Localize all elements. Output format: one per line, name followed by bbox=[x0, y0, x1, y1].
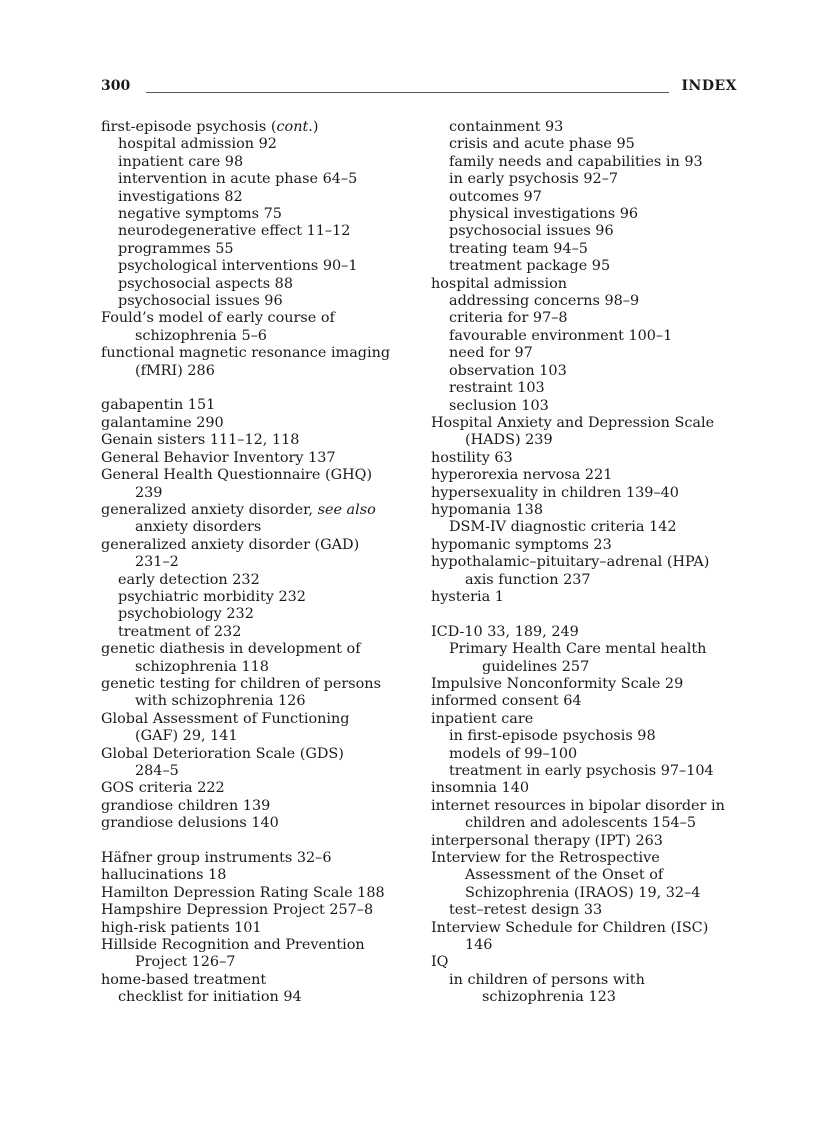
index-entry-text: restraint 103 bbox=[449, 380, 545, 397]
index-subentry bbox=[101, 276, 411, 293]
index-entry-text: psychological interventions 90–1 bbox=[118, 258, 358, 275]
index-entry-continuation bbox=[431, 572, 741, 589]
index-subentry bbox=[101, 606, 411, 623]
index-entry-continuation bbox=[101, 954, 411, 971]
index-entry-text: hostility 63 bbox=[431, 449, 513, 466]
index-entry-continuation bbox=[101, 693, 411, 710]
index-entry-text: crisis and acute phase 95 bbox=[449, 136, 635, 153]
index-entry-text: test–retest design 33 bbox=[449, 902, 603, 919]
index-spacer bbox=[431, 606, 741, 623]
index-subentry bbox=[101, 154, 411, 171]
index-entry-continuation bbox=[101, 763, 411, 780]
index-entry-text: psychiatric morbidity 232 bbox=[118, 588, 306, 605]
index-entry bbox=[101, 415, 411, 432]
index-entry-text: early detection 232 bbox=[118, 571, 260, 588]
index-entry-text: Primary Health Care mental health bbox=[449, 641, 707, 658]
index-entry-text: physical investigations 96 bbox=[449, 206, 639, 223]
index-subentry bbox=[101, 258, 411, 275]
index-entry bbox=[101, 815, 411, 832]
index-entry-text: psychobiology 232 bbox=[118, 606, 254, 623]
index-entry-text: Häfner group instruments 32–6 bbox=[101, 850, 332, 867]
index-subentry bbox=[431, 119, 741, 136]
index-entry-text: children and adolescents 154–5 bbox=[465, 815, 696, 832]
index-entry-text: need for 97 bbox=[449, 345, 533, 362]
index-entry-text: Hillside Recognition and Prevention bbox=[101, 937, 365, 954]
index-entry bbox=[431, 276, 741, 293]
index-entry-text: psychosocial issues 96 bbox=[118, 293, 283, 310]
index-entry-text: insomnia 140 bbox=[431, 780, 530, 797]
index-entry-text: grandiose delusions 140 bbox=[101, 815, 279, 832]
index-entry-text: ICD-10 33, 189, 249 bbox=[431, 623, 579, 640]
index-subentry bbox=[101, 171, 411, 188]
index-entry-text: internet resources in bipolar disorder in bbox=[431, 797, 725, 814]
index-entry-text: 239 bbox=[135, 484, 163, 501]
index-entry-text: home-based treatment bbox=[101, 971, 267, 988]
index-entry-continuation bbox=[431, 432, 741, 449]
index-entry-continuation bbox=[101, 363, 411, 380]
index-subentry bbox=[431, 641, 741, 658]
index-entry bbox=[431, 415, 741, 432]
index-entry-text: favourable environment 100–1 bbox=[449, 327, 673, 344]
section-title: INDEX bbox=[681, 78, 737, 94]
index-entry bbox=[431, 711, 741, 728]
index-subentry bbox=[431, 171, 741, 188]
index-subentry bbox=[431, 258, 741, 275]
index-entry-text: Assessment of the Onset of bbox=[465, 867, 664, 884]
index-subentry bbox=[431, 380, 741, 397]
index-entry-continuation bbox=[431, 867, 741, 884]
index-entry-continuation bbox=[431, 937, 741, 954]
index-entry-text: General Behavior Inventory 137 bbox=[101, 449, 336, 466]
index-entry-text: inpatient care 98 bbox=[118, 153, 244, 170]
index-entry-text: DSM-IV diagnostic criteria 142 bbox=[449, 519, 677, 536]
index-entry-text: 284–5 bbox=[135, 763, 179, 780]
index-subentry bbox=[101, 589, 411, 606]
index-subentry bbox=[431, 241, 741, 258]
index-entry-text: Global Deterioration Scale (GDS) bbox=[101, 745, 344, 762]
index-entry bbox=[101, 310, 411, 327]
index-entry-text: hallucinations 18 bbox=[101, 867, 227, 884]
index-spacer bbox=[101, 380, 411, 397]
index-entry-continuation bbox=[101, 328, 411, 345]
index-entry bbox=[431, 624, 741, 641]
index-entry bbox=[101, 537, 411, 554]
index-subentry bbox=[431, 310, 741, 327]
index-subentry bbox=[431, 328, 741, 345]
index-entry-text: 146 bbox=[465, 937, 493, 954]
index-entry-text: treatment package 95 bbox=[449, 258, 611, 275]
index-entry-text: family needs and capabilities in 93 bbox=[449, 153, 703, 170]
index-entry-text: criteria for 97–8 bbox=[449, 310, 568, 327]
index-entry-text: hysteria 1 bbox=[431, 588, 504, 605]
index-entry-text: first-episode psychosis ( bbox=[101, 119, 277, 135]
index-entry bbox=[431, 920, 741, 937]
index-entry-text: psychosocial issues 96 bbox=[449, 223, 614, 240]
page-header bbox=[101, 78, 737, 98]
page-number: 300 bbox=[101, 78, 131, 94]
index-entry-text: neurodegenerative effect 11–12 bbox=[118, 223, 351, 240]
index-subentry bbox=[431, 293, 741, 310]
index-entry-text: Interview Schedule for Children (ISC) bbox=[431, 919, 709, 936]
index-entry-text: seclusion 103 bbox=[449, 397, 549, 414]
index-subentry bbox=[431, 902, 741, 919]
index-subentry bbox=[431, 746, 741, 763]
index-subentry bbox=[431, 206, 741, 223]
index-entry bbox=[101, 850, 411, 867]
index-entry-text: schizophrenia 118 bbox=[135, 658, 269, 675]
index-subentry bbox=[101, 189, 411, 206]
index-entry-text: Project 126–7 bbox=[135, 954, 236, 971]
index-entry bbox=[101, 676, 411, 693]
index-entry-text: with schizophrenia 126 bbox=[135, 693, 306, 710]
index-entry-continuation bbox=[431, 885, 741, 902]
index-entry bbox=[431, 467, 741, 484]
index-entry bbox=[431, 798, 741, 815]
header-rule bbox=[146, 92, 669, 93]
index-entry-text: IQ bbox=[431, 954, 449, 971]
index-entry-continuation bbox=[101, 485, 411, 502]
index-column-left bbox=[101, 119, 411, 1007]
index-entry bbox=[101, 711, 411, 728]
index-entry-text: hospital admission 92 bbox=[118, 136, 277, 153]
index-entry-text: investigations 82 bbox=[118, 188, 243, 205]
index-subentry bbox=[431, 154, 741, 171]
index-entry-continuation bbox=[431, 659, 741, 676]
index-entry-text: addressing concerns 98–9 bbox=[449, 293, 640, 310]
index-entry-text: observation 103 bbox=[449, 362, 567, 379]
index-subentry bbox=[431, 972, 741, 989]
index-subentry bbox=[431, 189, 741, 206]
index-subentry bbox=[101, 223, 411, 240]
index-entry bbox=[431, 537, 741, 554]
index-entry bbox=[431, 954, 741, 971]
index-entry-italic-text: cont. bbox=[276, 119, 313, 135]
index-entry-text: psychosocial aspects 88 bbox=[118, 275, 293, 292]
index-subentry bbox=[431, 223, 741, 240]
index-entry-continuation bbox=[101, 519, 411, 536]
index-entry-text: Hospital Anxiety and Depression Scale bbox=[431, 414, 715, 431]
index-subentry bbox=[101, 241, 411, 258]
index-entry-text: (fMRI) 286 bbox=[135, 362, 215, 379]
index-subentry bbox=[101, 572, 411, 589]
index-entry-text: inpatient care bbox=[431, 710, 534, 727]
index-entry-text: Genain sisters 111–12, 118 bbox=[101, 432, 300, 449]
index-entry-text: checklist for initiation 94 bbox=[118, 989, 302, 1006]
index-entry-text: genetic diathesis in development of bbox=[101, 641, 361, 658]
index-entry bbox=[101, 467, 411, 484]
index-entry bbox=[101, 450, 411, 467]
index-subentry bbox=[431, 398, 741, 415]
index-entry bbox=[431, 693, 741, 710]
index-subentry bbox=[431, 519, 741, 536]
index-entry-text: in children of persons with bbox=[449, 971, 645, 988]
index-entry-italic-text: see also bbox=[317, 501, 376, 518]
index-entry-text: hypothalamic–pituitary–adrenal (HPA) bbox=[431, 554, 710, 571]
index-subentry bbox=[101, 293, 411, 310]
index-entry-text: models of 99–100 bbox=[449, 745, 578, 762]
index-entry-text: generalized anxiety disorder (GAD) bbox=[101, 536, 360, 553]
index-entry-text: (HADS) 239 bbox=[465, 432, 553, 449]
index-entry-text: hyperorexia nervosa 221 bbox=[431, 467, 613, 484]
index-entry-text: General Health Questionnaire (GHQ) bbox=[101, 467, 373, 484]
index-entry-text: genetic testing for children of persons bbox=[101, 675, 381, 692]
index-entry-text: informed consent 64 bbox=[431, 693, 582, 710]
index-entry bbox=[101, 920, 411, 937]
index-entry bbox=[431, 554, 741, 571]
index-entry bbox=[431, 676, 741, 693]
index-entry bbox=[101, 641, 411, 658]
index-entry bbox=[101, 972, 411, 989]
index-entry bbox=[101, 397, 411, 414]
index-entry-text: outcomes 97 bbox=[449, 188, 542, 205]
index-entry bbox=[101, 867, 411, 884]
index-entry-continuation bbox=[101, 554, 411, 571]
index-entry bbox=[431, 833, 741, 850]
index-entry bbox=[101, 345, 411, 362]
index-entry-text: Hampshire Depression Project 257–8 bbox=[101, 902, 374, 919]
index-entry bbox=[101, 885, 411, 902]
index-entry bbox=[431, 589, 741, 606]
index-spacer bbox=[101, 833, 411, 850]
index-entry bbox=[101, 746, 411, 763]
index-entry bbox=[101, 798, 411, 815]
index-entry-text: in early psychosis 92–7 bbox=[449, 171, 619, 188]
index-entry bbox=[431, 780, 741, 797]
index-entry bbox=[101, 902, 411, 919]
index-entry bbox=[431, 450, 741, 467]
index-entry-text: Impulsive Nonconformity Scale 29 bbox=[431, 675, 684, 692]
index-entry-text: high-risk patients 101 bbox=[101, 919, 262, 936]
index-entry-text: intervention in acute phase 64–5 bbox=[118, 171, 358, 188]
index-entry-text: axis function 237 bbox=[465, 571, 591, 588]
index-entry bbox=[101, 780, 411, 797]
index-entry-text: treatment in early psychosis 97–104 bbox=[449, 763, 714, 780]
index-entry-text: negative symptoms 75 bbox=[118, 206, 282, 223]
index-subentry bbox=[101, 136, 411, 153]
index-entry-text: schizophrenia 5–6 bbox=[135, 327, 267, 344]
index-entry-text: generalized anxiety disorder, bbox=[101, 501, 318, 518]
index-entry-text: functional magnetic resonance imaging bbox=[101, 345, 391, 362]
index-entry-text: Schizophrenia (IRAOS) 19, 32–4 bbox=[465, 884, 701, 901]
index-subentry bbox=[431, 136, 741, 153]
index-entry bbox=[101, 432, 411, 449]
index-entry-text: Fould’s model of early course of bbox=[101, 310, 335, 327]
index-entry bbox=[101, 937, 411, 954]
index-entry-text: hypomania 138 bbox=[431, 501, 543, 518]
index-entry-continuation bbox=[431, 815, 741, 832]
index-entry-text: schizophrenia 123 bbox=[482, 989, 616, 1006]
index-subentry bbox=[431, 345, 741, 362]
index-entry-text: (GAF) 29, 141 bbox=[135, 728, 238, 745]
index-entry-text: guidelines 257 bbox=[482, 658, 590, 675]
index-entry bbox=[101, 502, 411, 519]
index-entry-text: 231–2 bbox=[135, 554, 179, 571]
index-subentry bbox=[431, 728, 741, 745]
index-entry-continuation bbox=[431, 989, 741, 1006]
index-entry-text: containment 93 bbox=[449, 119, 564, 135]
index-entry bbox=[431, 850, 741, 867]
index-entry-text: hypersexuality in children 139–40 bbox=[431, 484, 679, 501]
index-subentry bbox=[101, 624, 411, 641]
index-entry-continuation bbox=[101, 659, 411, 676]
index-entry-text: hospital admission bbox=[431, 275, 568, 292]
index-entry-text: Global Assessment of Functioning bbox=[101, 710, 350, 727]
index-entry-text: GOS criteria 222 bbox=[101, 780, 225, 797]
index-entry-text: Hamilton Depression Rating Scale 188 bbox=[101, 884, 385, 901]
index-subentry bbox=[431, 763, 741, 780]
index-entry-text: hypomanic symptoms 23 bbox=[431, 536, 612, 553]
index-entry bbox=[101, 119, 411, 136]
index-entry bbox=[431, 502, 741, 519]
index-entry-text: grandiose children 139 bbox=[101, 797, 271, 814]
index-entry-continuation bbox=[101, 728, 411, 745]
index-subentry bbox=[101, 989, 411, 1006]
index-subentry bbox=[431, 363, 741, 380]
index-entry-text: Interview for the Retrospective bbox=[431, 850, 660, 867]
index-entry-text: in first-episode psychosis 98 bbox=[449, 728, 656, 745]
index-entry-text: programmes 55 bbox=[118, 240, 234, 257]
index-entry-text: gabapentin 151 bbox=[101, 397, 216, 414]
index-entry-text: interpersonal therapy (IPT) 263 bbox=[431, 832, 663, 849]
index-entry-text: treatment of 232 bbox=[118, 623, 242, 640]
index-entry-text: anxiety disorders bbox=[135, 519, 262, 536]
index-column-right bbox=[431, 119, 741, 1007]
index-entry-text: galantamine 290 bbox=[101, 414, 224, 431]
index-entry bbox=[431, 485, 741, 502]
index-entry-text: treating team 94–5 bbox=[449, 240, 588, 257]
index-entry-text: ) bbox=[312, 119, 319, 135]
index-subentry bbox=[101, 206, 411, 223]
